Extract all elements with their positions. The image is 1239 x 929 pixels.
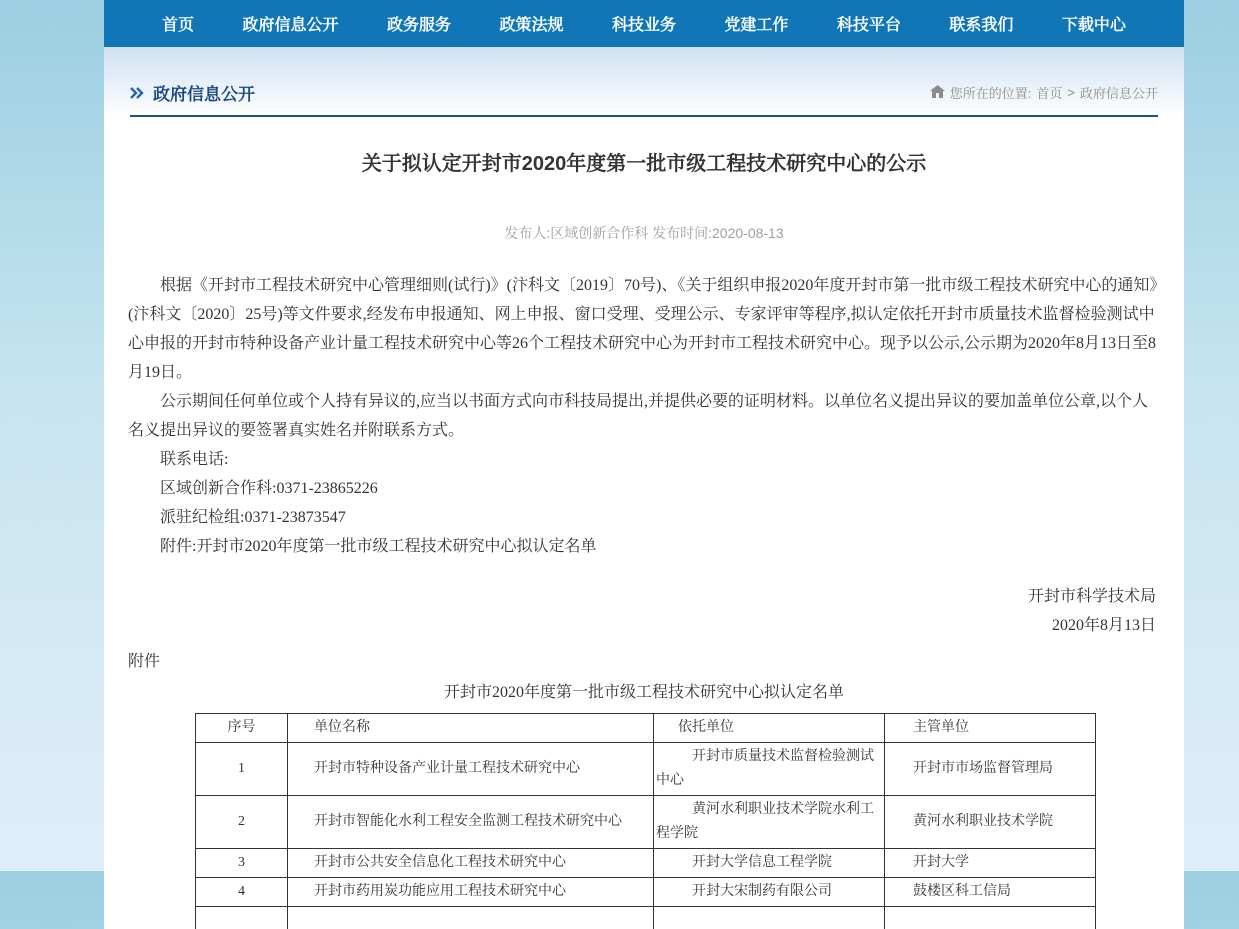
cell-name: 开封市特种设备产业计量工程技术研究中心 xyxy=(288,743,654,796)
top-navigation xyxy=(104,0,1184,47)
cell-rely: 开封大宋制药有限公司 xyxy=(654,878,885,907)
home-icon xyxy=(930,85,945,101)
page-container xyxy=(104,0,1184,899)
nav-item-gov-services[interactable]: 政务服务 xyxy=(386,17,451,34)
column-header-name: 单位名称 xyxy=(288,714,654,743)
section-title-wrap xyxy=(130,80,255,105)
cell-rely: 开封大学信息工程学院 xyxy=(654,849,885,878)
cell-seq: 3 xyxy=(196,849,288,878)
table-row xyxy=(196,796,1096,849)
cell-seq: 1 xyxy=(196,743,288,796)
contact-line: 区域创新合作科:0371-23865226 xyxy=(160,480,378,497)
breadcrumb-current-link[interactable]: 政府信息公开 xyxy=(1079,86,1158,101)
column-header-rely: 依托单位 xyxy=(654,714,885,743)
cell-seq: 2 xyxy=(196,796,288,849)
cell-name: 开封市药用炭功能应用工程技术研究中心 xyxy=(288,878,654,907)
column-header-owner: 主管单位 xyxy=(885,714,1096,743)
publish-meta: 发布人:区域创新合作科 发布时间:2020-08-13 xyxy=(504,225,784,241)
table-row-partial xyxy=(196,907,1096,929)
section-divider xyxy=(130,115,1158,117)
cell-owner: 鼓楼区科工信局 xyxy=(885,878,1096,907)
cell-rely: 黄河水利职业技术学院水利工程学院 xyxy=(654,796,885,849)
cell-name: 开封市智能化水利工程安全监测工程技术研究中心 xyxy=(288,796,654,849)
table-row xyxy=(196,878,1096,907)
cell-rely: 开封市质量技术监督检验测试中心 xyxy=(654,743,885,796)
breadcrumb-separator: > xyxy=(1067,85,1075,100)
notice-article xyxy=(104,147,1184,929)
cell-owner: 黄河水利职业技术学院 xyxy=(885,796,1096,849)
signature-date: 2020年8月13日 xyxy=(1051,617,1156,634)
content-sheet xyxy=(104,47,1184,929)
nav-item-gov-info[interactable]: 政府信息公开 xyxy=(242,17,339,34)
column-header-seq: 序号 xyxy=(196,714,288,743)
paragraph: 公示期间任何单位或个人持有异议的,应当以书面方式向市科技局提出,并提供必要的证明材料。以单位名义提出异议的要加盖单位公章,以个人名义提出异议的要签署真实姓名并附联系方式。 xyxy=(128,393,1149,439)
cell-owner: 开封市市场监督管理局 xyxy=(885,743,1096,796)
signature-org: 开封市科学技术局 xyxy=(1027,588,1156,605)
nav-item-tech-business[interactable]: 科技业务 xyxy=(611,17,676,34)
nav-item-contact-us[interactable]: 联系我们 xyxy=(949,17,1014,34)
table-row xyxy=(196,743,1096,796)
contact-line: 联系电话: xyxy=(160,451,229,468)
contact-line: 附件:开封市2020年度第一批市级工程技术研究中心拟认定名单 xyxy=(160,538,597,555)
nav-item-tech-platform[interactable]: 科技平台 xyxy=(836,17,901,34)
contact-line: 派驻纪检组:0371-23873547 xyxy=(160,509,346,526)
paragraph: 根据《开封市工程技术研究中心管理细则(试行)》(汴科文〔2019〕70号)、《关于组织申报2020年度开封市第一批市级工程技术研究中心的通知》(汴科文〔2020〕25号)等文件要求,经发布申报通知、网上申报、窗口受理、受理公示、专家评审等程序,拟认定依托开封市质量技术监督检验测试中心申报的开封市特种设备产业计量工程技术研究中心等26个工程技术研究中心为开封市工程技术研究中心。现予以公示,公示期为2020年8月13日至8月19日。 xyxy=(128,277,1158,381)
table-caption: 开封市2020年度第一批市级工程技术研究中心拟认定名单 xyxy=(443,684,844,701)
cell-name: 开封市公共安全信息化工程技术研究中心 xyxy=(288,849,654,878)
signature-block xyxy=(128,582,1160,640)
double-chevron-icon xyxy=(130,86,144,100)
table-header-row xyxy=(196,714,1096,743)
table-row xyxy=(196,849,1096,878)
nav-item-party-building[interactable]: 党建工作 xyxy=(724,17,789,34)
breadcrumb-home-link[interactable]: 首页 xyxy=(1036,86,1063,101)
section-title: 政府信息公开 xyxy=(153,85,255,104)
nav-item-home[interactable]: 首页 xyxy=(162,17,195,34)
page-title: 关于拟认定开封市2020年度第一批市级工程技术研究中心的公示 xyxy=(361,153,927,175)
cell-seq: 4 xyxy=(196,878,288,907)
attachment-label: 附件 xyxy=(128,653,161,670)
contact-block xyxy=(128,445,1160,561)
nav-item-policies[interactable]: 政策法规 xyxy=(499,17,564,34)
breadcrumb xyxy=(930,83,1158,102)
notice-body xyxy=(128,271,1160,445)
centers-table xyxy=(195,713,1096,929)
breadcrumb-prefix: 您所在的位置: xyxy=(949,86,1032,101)
cell-owner: 开封大学 xyxy=(885,849,1096,878)
section-header xyxy=(104,47,1184,105)
nav-item-download-center[interactable]: 下载中心 xyxy=(1061,17,1126,34)
